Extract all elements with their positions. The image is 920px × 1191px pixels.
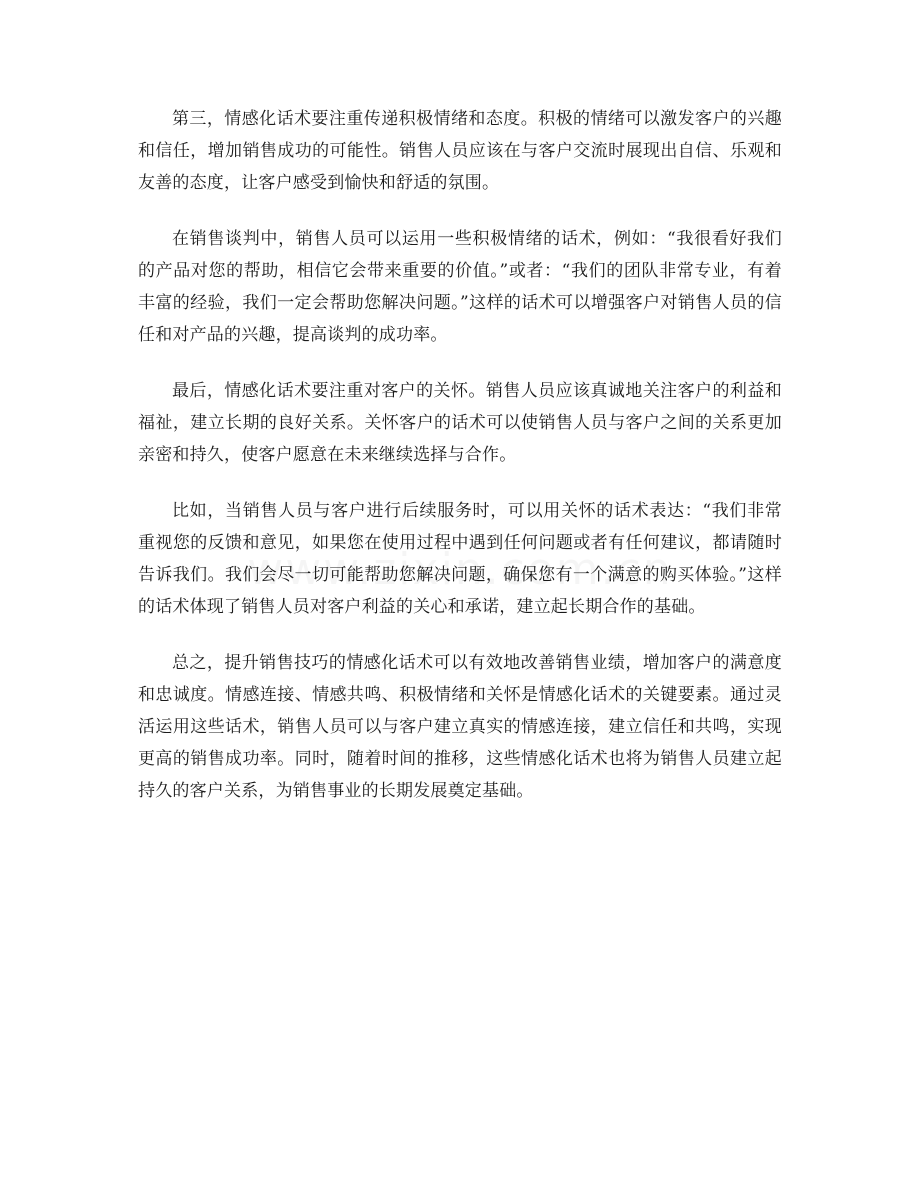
- document-body: [138, 103, 782, 831]
- paragraph-positive-emotion: 第三，情感化话术要注重传递积极情绪和态度。积极的情绪可以激发客户的兴趣和信任，增加销售成功的可能性。销售人员应该在与客户交流时展现出自信、乐观和友善的态度，让客户感受到愉快和舒适的氛围。: [138, 109, 782, 193]
- paragraph-conclusion: 总之，提升销售技巧的情感化话术可以有效地改善销售业绩，增加客户的满意度和忠诚度。情感连接、情感共鸣、积极情绪和关怀是情感化话术的关键要素。通过灵活运用这些话术，销售人员可以与客户建立真实的情感连接，建立信任和共鸣，实现更高的销售成功率。同时，随着时间的推移，这些情感化话术也将为销售人员建立起持久的客户关系，为销售事业的长期发展奠定基础。: [138, 653, 782, 801]
- paragraph-customer-care: 最后，情感化话术要注重对客户的关怀。销售人员应该真诚地关注客户的利益和福祉，建立长期的良好关系。关怀客户的话术可以使销售人员与客户之间的关系更加亲密和持久，使客户愿意在未来继续选择与合作。: [138, 381, 782, 465]
- paragraph-negotiation-example: 在销售谈判中，销售人员可以运用一些积极情绪的话术，例如：“我很看好我们的产品对您的帮助，相信它会带来重要的价值。”或者：“我们的团队非常专业，有着丰富的经验，我们一定会帮助您解决问题。”这样的话术可以增强客户对销售人员的信任和对产品的兴趣，提高谈判的成功率。: [138, 229, 782, 345]
- paragraph-followup-example: 比如，当销售人员与客户进行后续服务时，可以用关怀的话术表达：“我们非常重视您的反馈和意见，如果您在使用过程中遇到任何问题或者有任何建议，都请随时告诉我们。我们会尽一切可能帮助您解决问题，确保您有一个满意的购买体验。”这样的话术体现了销售人员对客户利益的关心和承诺，建立起长期合作的基础。: [138, 501, 782, 617]
